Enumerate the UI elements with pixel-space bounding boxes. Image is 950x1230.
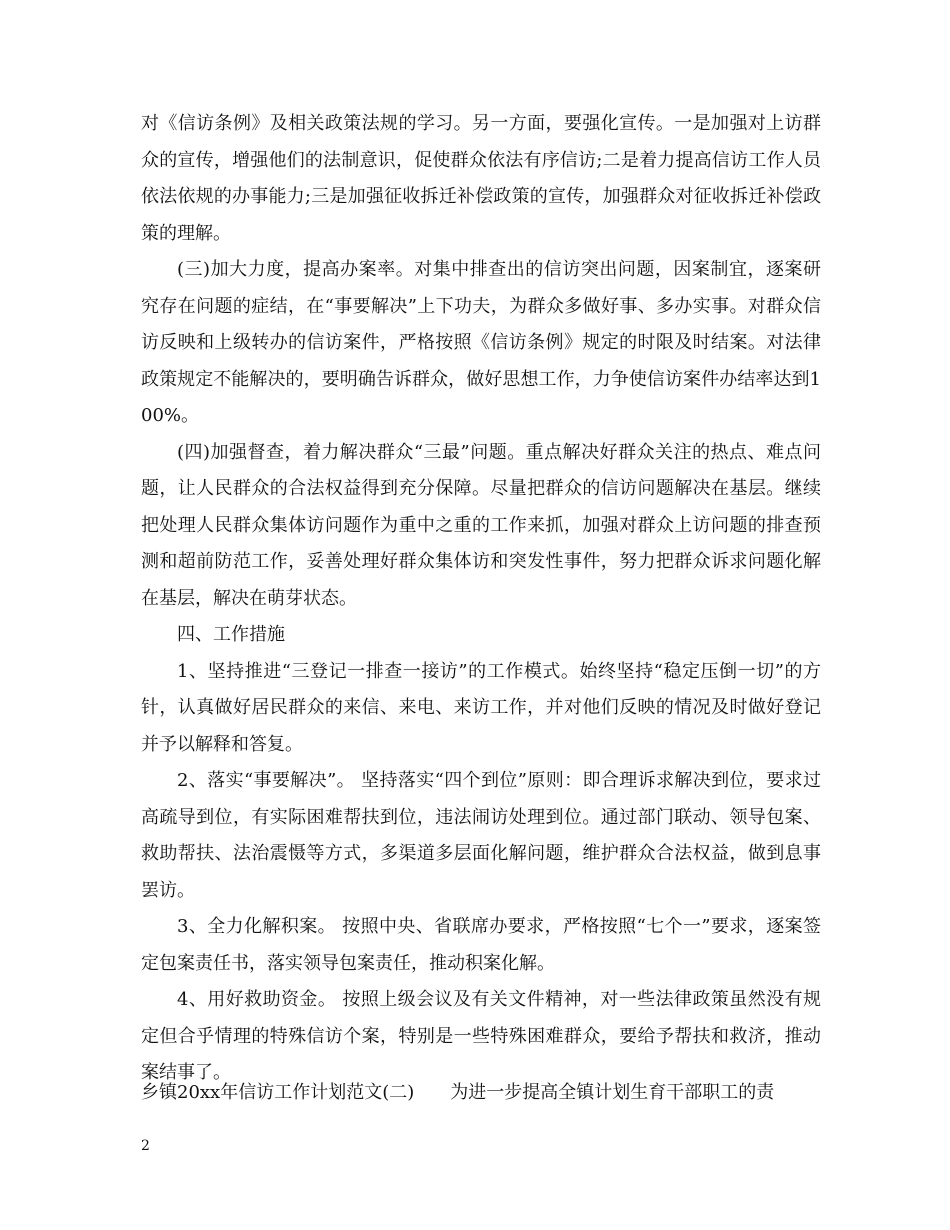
paragraph-section-4: (四)加强督查，着力解决群众“三最”问题。重点解决好群众关注的热点、难点问题，让人民群众的合法权益得到充分保障。尽量把群众的信访问题解决在基层。继续把处理人民群众集体访问题作为重中之重的工作来抓，加强对群众上访问题的排查预测和超前防范工作，妥善处理好群众集体访和突发性事件，努力把群众诉求问题化解在基层，解决在萌芽状态。 (141, 441, 821, 609)
paragraph-measure-4: 4、用好救助资金。 按照上级会议及有关文件精神，对一些法律政策虽然没有规定但合乎情理的特殊信访个案，特别是一些特殊困难群众，要给予帮扶和救济，推动案结事了。 (141, 989, 821, 1083)
heading-work-measures: 四、工作措施 (177, 624, 285, 645)
paragraph-section-3: (三)加大力度，提高办案率。对集中排查出的信访突出问题，因案制宜，逐案研究存在问题的症结，在“事要解决”上下功夫，为群众多做好事、多办实事。对群众信访反映和上级转办的信访案件，严格按照《信访条例》规定的时限及时结案。对法律政策规定不能解决的，要明确告诉群众，做好思想工作，力争使信访案件办结率达到100%。 (141, 259, 821, 426)
next-section-title: 乡镇20xx年信访工作计划范文(二) (141, 1082, 415, 1103)
document-body (141, 106, 821, 1092)
next-section-start: 为进一步提高全镇计划生育干部职工的责 (450, 1082, 775, 1103)
next-section-line (141, 1075, 831, 1112)
paragraph-measure-3: 3、全力化解积案。 按照中央、省联席办要求，严格按照“七个一”要求，逐案签定包案责任书，落实领导包案责任，推动积案化解。 (141, 916, 821, 974)
page-number: 2 (141, 1138, 150, 1154)
paragraph-measure-1: 1、坚持推进“三登记一排查一接访”的工作模式。始终坚持“稳定压倒一切”的方针，认真做好居民群众的来信、来电、来访工作，并对他们反映的情况及时做好登记并予以解释和答复。 (141, 660, 821, 755)
paragraph-measure-2: 2、落实“事要解决”。 坚持落实“四个到位”原则：即合理诉求解决到位，要求过高疏导到位，有实际困难帮扶到位，违法闹访处理到位。通过部门联动、领导包案、救助帮扶、法治震慑等方式，多渠道多层面化解问题，维护群众合法权益，做到息事罢访。 (141, 770, 821, 901)
paragraph-continuation: 对《信访条例》及相关政策法规的学习。另一方面，要强化宣传。一是加强对上访群众的宣传，增强他们的法制意识，促使群众依法有序信访;二是着力提高信访工作人员依法依规的办事能力;三是加强征收拆迁补偿政策的宣传，加强群众对征收拆迁补偿政策的理解。 (141, 113, 821, 244)
